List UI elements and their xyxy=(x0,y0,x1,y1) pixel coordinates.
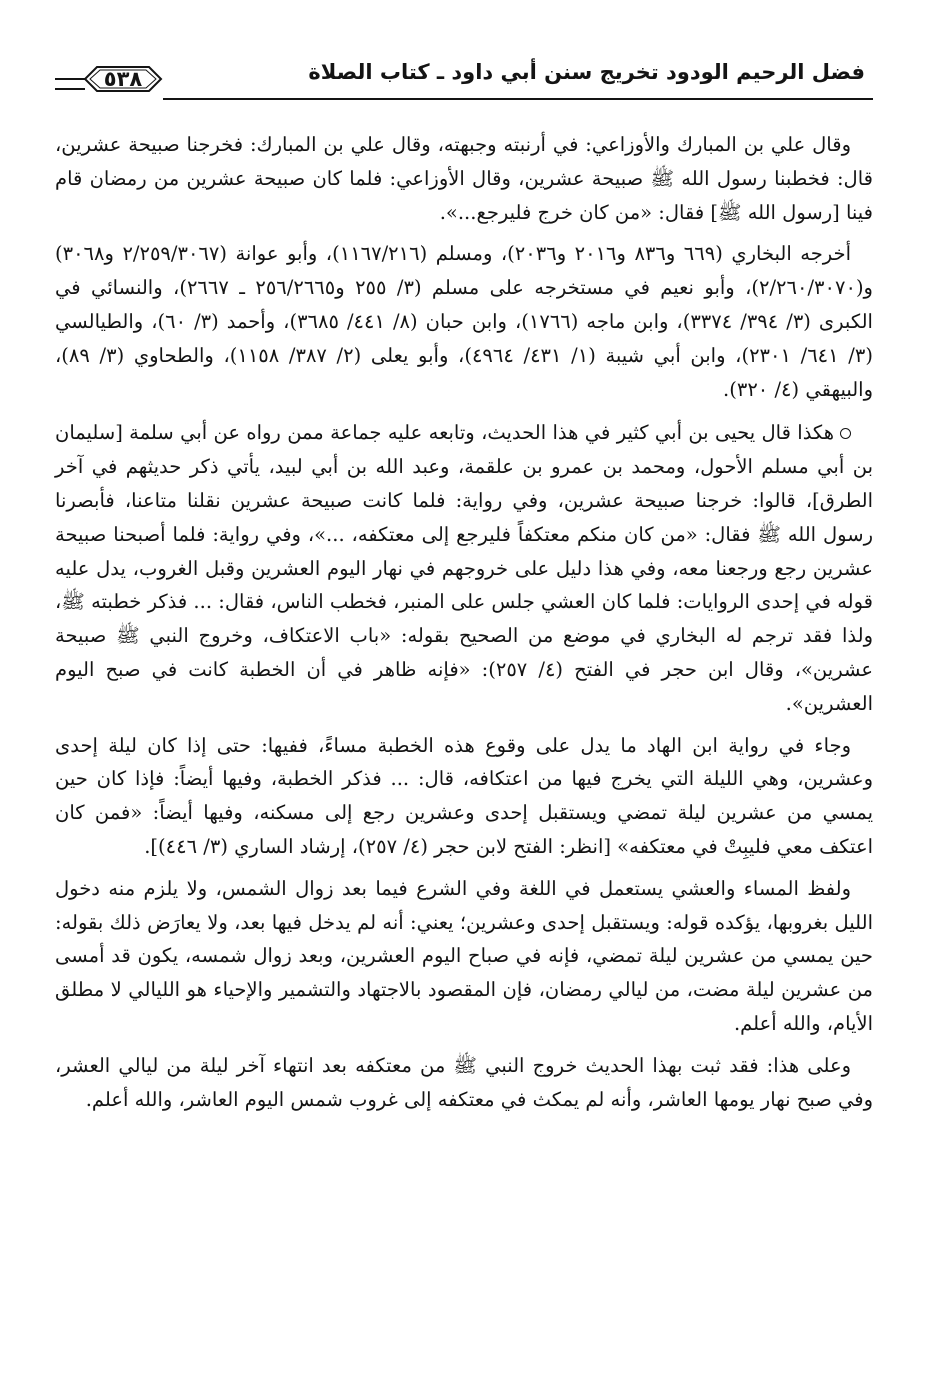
header-double-line xyxy=(55,78,85,90)
paragraph-yahya-text: هكذا قال يحيى بن أبي كثير في هذا الحديث، وتابعه عليه جماعة ممن رواه عن أبي سلمة [سليمان بن أبي مسلم الأحول، ومحمد بن عمرو بن علقمة، وعبد الله بن أبي لبيد، يأتي ذكر حديثهم في آخر الطرق]، قالوا: خرجنا صبيحة عشرين، وفي رواية: فلما كانت صبيحة عشرين نقلنا متاعنا، فأبصرنا رسول الله ﷺ فقال: «من كان منكم معتكفاً فليرجع إلى معتكفه، ...»، وفي رواية: فلما أصبحنا صبيحة عشرين رجع ورجعنا معه، وفي هذا دليل على خروجهم في نهار اليوم العشرين وقبل الغروب، يدل عليه قوله في إحدى الروايات: فلما كان العشي جلس على المنبر، فخطب الناس، فقال: ... فذكر خطبته ﷺ، ولذا فقد ترجم له البخاري في موضع من الصحيح بقوله: «باب الاعتكاف، وخروج النبي ﷺ صبيحة عشرين»، وقال ابن حجر في الفتح (٤/ ٢٥٧): «فإنه ظاهر في أن الخطبة كانت في صبح اليوم العشرين». xyxy=(55,421,873,715)
paragraph-evening-wording: ولفظ المساء والعشي يستعمل في اللغة وفي الشرع فيما بعد زوال الشمس، ولا يلزم منه دخول الليل بغروبها، يؤكده قوله: ويستقبل إحدى وعشرين؛ يعني: أنه لم يدخل فيها بعد، ولا يعارَض ذلك بقوله: حين يمسي من عشرين ليلة تمضي، فإنه في صباح اليوم العشرين، وبعد زوال شمسه، يكون قد أمسى من عشرين ليلة مضت، من ليالي رمضان، فإن المقصود بالاجتهاد والتشمير والإحياء هو الليالي لا مطلق الأيام، والله أعلم. xyxy=(55,876,873,1035)
paragraph-takhrij: أخرجه البخاري (٦٦٩ و٨٣٦ و٢٠١٦ و٢٠٣٦)، ومسلم (١١٦٧/٢١٦)، وأبو عوانة (٢/٢٥٩/٣٠٦٧ و٣٠٦٨) و(٢/٢٦٠/٣٠٧٠)، وأبو نعيم في مستخرجه على مسلم (٣/ ٢٥٥ و٢٥٦/٢٦٦٥ ـ ٢٦٦٧)، والنسائي في الكبرى (٣/ ٣٩٤/ ٣٣٧٤)، وابن ماجه (١٧٦٦)، وابن حبان (٨/ ٤٤١/ ٣٦٨٥)، وأحمد (٣/ ٦٠)، والطيالسي (٣/ ٦٤١/ ٢٣٠١)، وابن أبي شيبة (١/ ٤٣١/ ٤٩٦٤)، وأبو يعلى (٢/ ٣٨٧/ ١١٥٨)، والطحاوي (٣/ ٨٩)، والبيهقي (٤/ ٣٢٠). xyxy=(55,242,873,401)
page-body xyxy=(55,128,873,1116)
page-number: ٥٣٨ xyxy=(103,67,143,91)
book-page xyxy=(55,58,873,1124)
paragraph-conclusion: وعلى هذا: فقد ثبت بهذا الحديث خروج النبي ﷺ من معتكفه بعد انتهاء آخر ليلة من ليالي العشر، وفي صبح نهار يومها العاشر، وأنه لم يمكث في معتكفه إلى غروب شمس اليوم العاشر، والله أعلم. xyxy=(55,1053,873,1111)
header-rule xyxy=(163,98,873,100)
section-marker-icon xyxy=(840,428,851,439)
paragraph-hadith-variants: وقال علي بن المبارك والأوزاعي: في أرنبته وجبهته، وقال علي بن المبارك: فخرجنا صبيحة عشرين، قال: فخطبنا رسول الله ﷺ صبيحة عشرين، وقال الأوزاعي: فلما كان صبيحة عشرين من رمضان قام فينا [رسول الله ﷺ] فقال: «من كان خرج فليرجع...». xyxy=(55,133,873,224)
paragraph-yahya-narration xyxy=(55,416,873,720)
paragraph-ibn-alhad: وجاء في رواية ابن الهاد ما يدل على وقوع هذه الخطبة مساءً، ففيها: حتى إذا كان ليلة إحدى وعشرين، وهي الليلة التي يخرج فيها من اعتكافه، قال: ... فذكر الخطبة، وفيها أيضاً: فإذا كان حين يمسي من عشرين ليلة تمضي ويستقبل إحدى وعشرين رجع إلى مسكنه، وفيها أيضاً: «فمن كان اعتكف معي فليبِتْ في معتكفه» [انظر: الفتح لابن حجر (٤/ ٢٥٧)، إرشاد الساري (٣/ ٤٤٦)]. xyxy=(55,733,873,858)
page-header xyxy=(55,58,873,102)
page-number-badge xyxy=(83,64,163,94)
running-title: فضل الرحيم الودود تخريج سنن أبي داود ـ كتاب الصلاة xyxy=(308,60,865,84)
